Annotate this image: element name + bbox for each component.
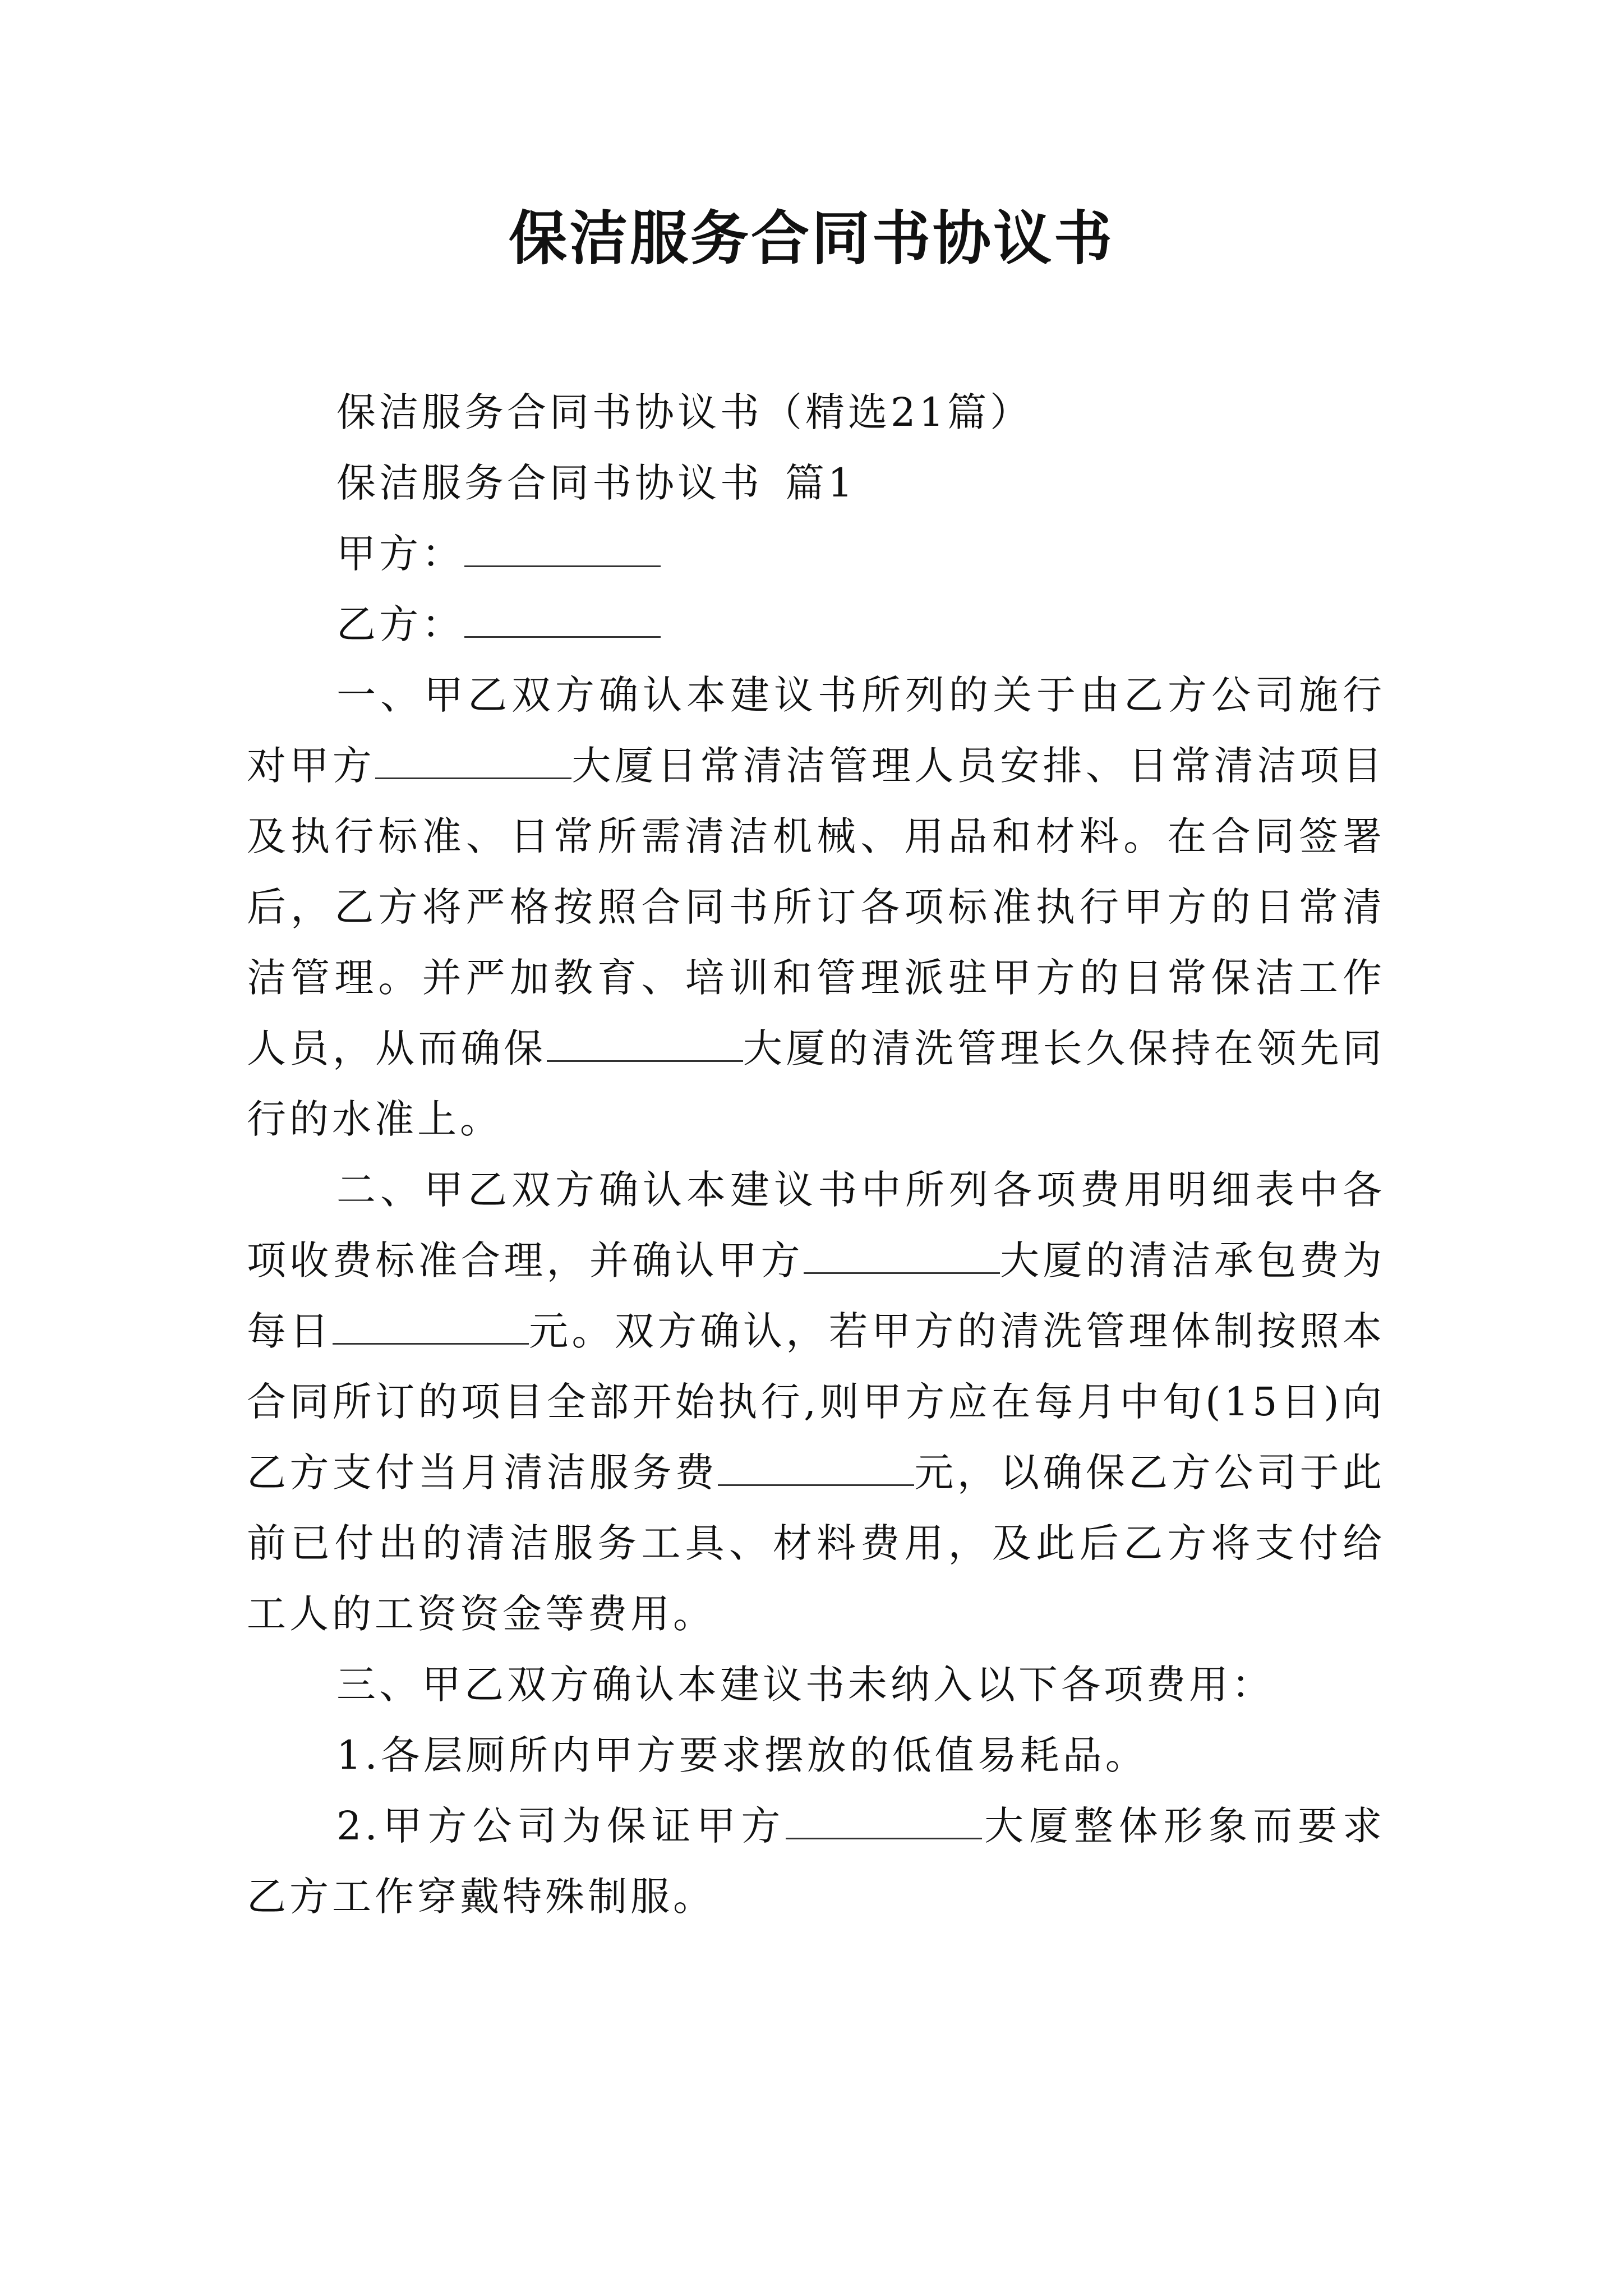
blank-line	[375, 772, 571, 779]
list-item-2: 2.甲方公司为保证甲方 大厦整体形象而要求乙方工作穿戴特殊制服。	[247, 1803, 1386, 1920]
list-item-1: 1.各层厕所内甲方要求摆放的低值易耗品。	[336, 1732, 1148, 1778]
party-a-line: 甲方：	[247, 518, 1385, 589]
subtitle-line: 保洁服务合同书协议书（精选21篇）	[336, 389, 1033, 435]
blank-line	[804, 1267, 1000, 1274]
section-heading: 保洁服务合同书协议书 篇1	[336, 460, 856, 506]
blank-line	[786, 1832, 982, 1839]
blank-line	[333, 1337, 529, 1345]
blank-line	[547, 1055, 743, 1062]
document-title: 保洁服务合同书协议书	[508, 204, 1114, 273]
blank-line	[464, 560, 661, 567]
clause-3: 三、甲乙双方确认本建议书未纳入以下各项费用：	[336, 1662, 1274, 1708]
clause-1: 一、甲乙双方确认本建议书所列的关于由乙方公司施行对甲方 大厦日常清洁管理人员安排、日常清洁项目及执行标准、日常所需清洁机械、用品和材料。在合同签署后，乙方将严格按照合同书所订各项标准执行甲方的日常清洁管理。并严加教育、培训和管理派驻甲方的日常保洁工作人员，从而确保 大厦的清洗管理长久保持在领先同行的水准上。	[247, 672, 1386, 1142]
clause-2: 二、甲乙双方确认本建议书中所列各项费用明细表中各项收费标准合理，并确认甲方 大厦的清洁承包费为每日 元。双方确认，若甲方的清洗管理体制按照本合同所订的项目全部开始执行,则甲方应在每月中旬(15日)向乙方支付当月清洁服务费 元，以确保乙方公司于此前已付出的清洁服务工具、材料费用，及此后乙方将支付给工人的工资资金等费用。	[247, 1167, 1386, 1637]
blank-line	[464, 631, 661, 638]
party-b-line: 乙方：	[247, 589, 1385, 660]
blank-line	[718, 1479, 914, 1486]
document-body	[247, 377, 1385, 1932]
